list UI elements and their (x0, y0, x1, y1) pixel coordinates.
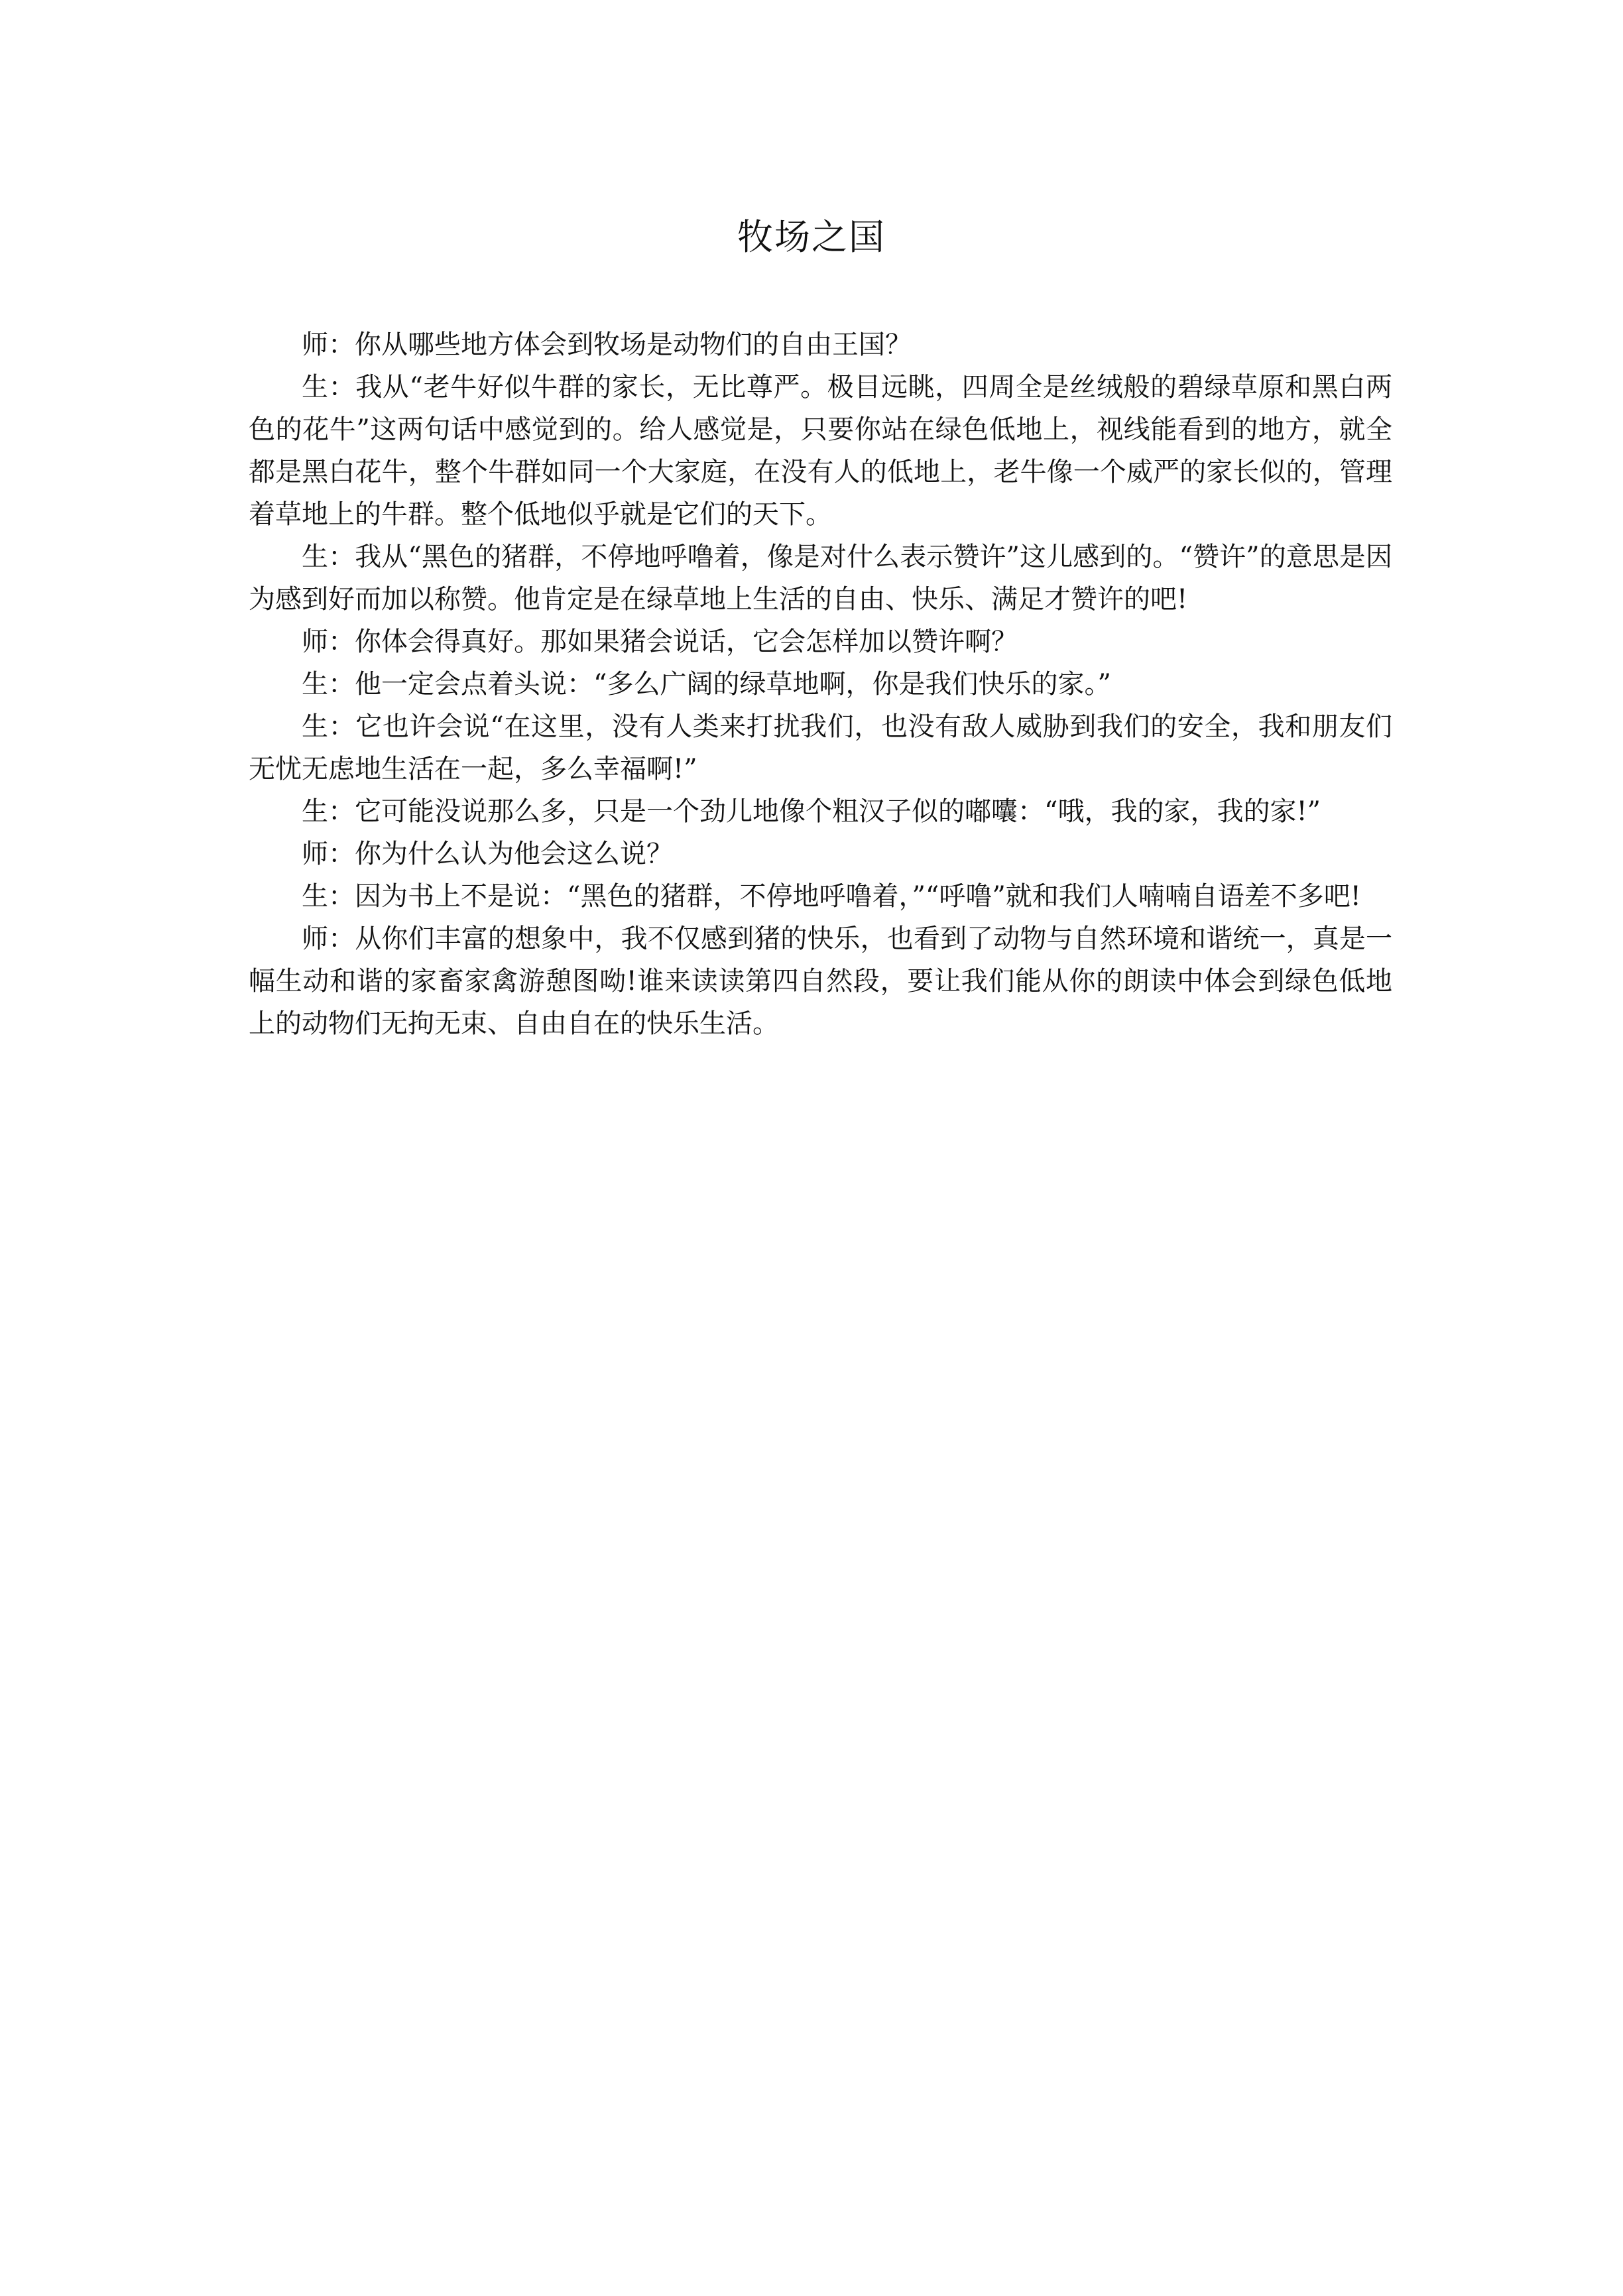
paragraph-10: 师：从你们丰富的想象中，我不仅感到猪的快乐，也看到了动物与自然环境和谐统一，真是一幅生动和谐的家畜家禽游憩图呦!谁来读读第四自然段，要让我们能从你的朗读中体会到绿色低地上的动物们无拘无束、自由自在的快乐生活。 (249, 924, 1392, 1039)
paragraph-2: 生：我从“老牛好似牛群的家长，无比尊严。极目远眺，四周全是丝绒般的碧绿草原和黑白两色的花牛”这两句话中感觉到的。给人感觉是，只要你站在绿色低地上，视线能看到的地方，就全都是黑白花牛，整个牛群如同一个大家庭，在没有人的低地上，老牛像一个威严的家长似的，管理着草地上的牛群。整个低地似乎就是它们的天下。 (249, 372, 1392, 530)
document-body (249, 324, 1392, 1045)
paragraph-1: 师：你从哪些地方体会到牧场是动物们的自由王国？ (302, 330, 912, 360)
document-title: 牧场之国 (737, 216, 886, 258)
paragraph-5: 生：他一定会点着头说：“多么广阔的绿草地啊，你是我们快乐的家。” (302, 669, 1111, 699)
paragraph-4: 师：你体会得真好。那如果猪会说话，它会怎样加以赞许啊？ (302, 627, 1018, 657)
paragraph-9: 生：因为书上不是说：“黑色的猪群，不停地呼噜着，”“呼噜”就和我们人喃喃自语差不多吧! (302, 881, 1361, 912)
paragraph-7: 生：它可能没说那么多，只是一个劲儿地像个粗汉子似的嘟囔：“哦，我的家，我的家!” (302, 796, 1321, 827)
paragraph-6: 生：它也许会说“在这里，没有人类来打扰我们，也没有敌人威胁到我们的安全，我和朋友们无忧无虑地生活在一起，多么幸福啊!” (249, 711, 1392, 784)
paragraph-3: 生：我从“黑色的猪群，不停地呼噜着，像是对什么表示赞许”这儿感到的。“赞许”的意思是因为感到好而加以称赞。他肯定是在绿草地上生活的自由、快乐、满足才赞许的吧! (249, 542, 1392, 615)
paragraph-8: 师：你为什么认为他会这么说？ (302, 839, 673, 869)
